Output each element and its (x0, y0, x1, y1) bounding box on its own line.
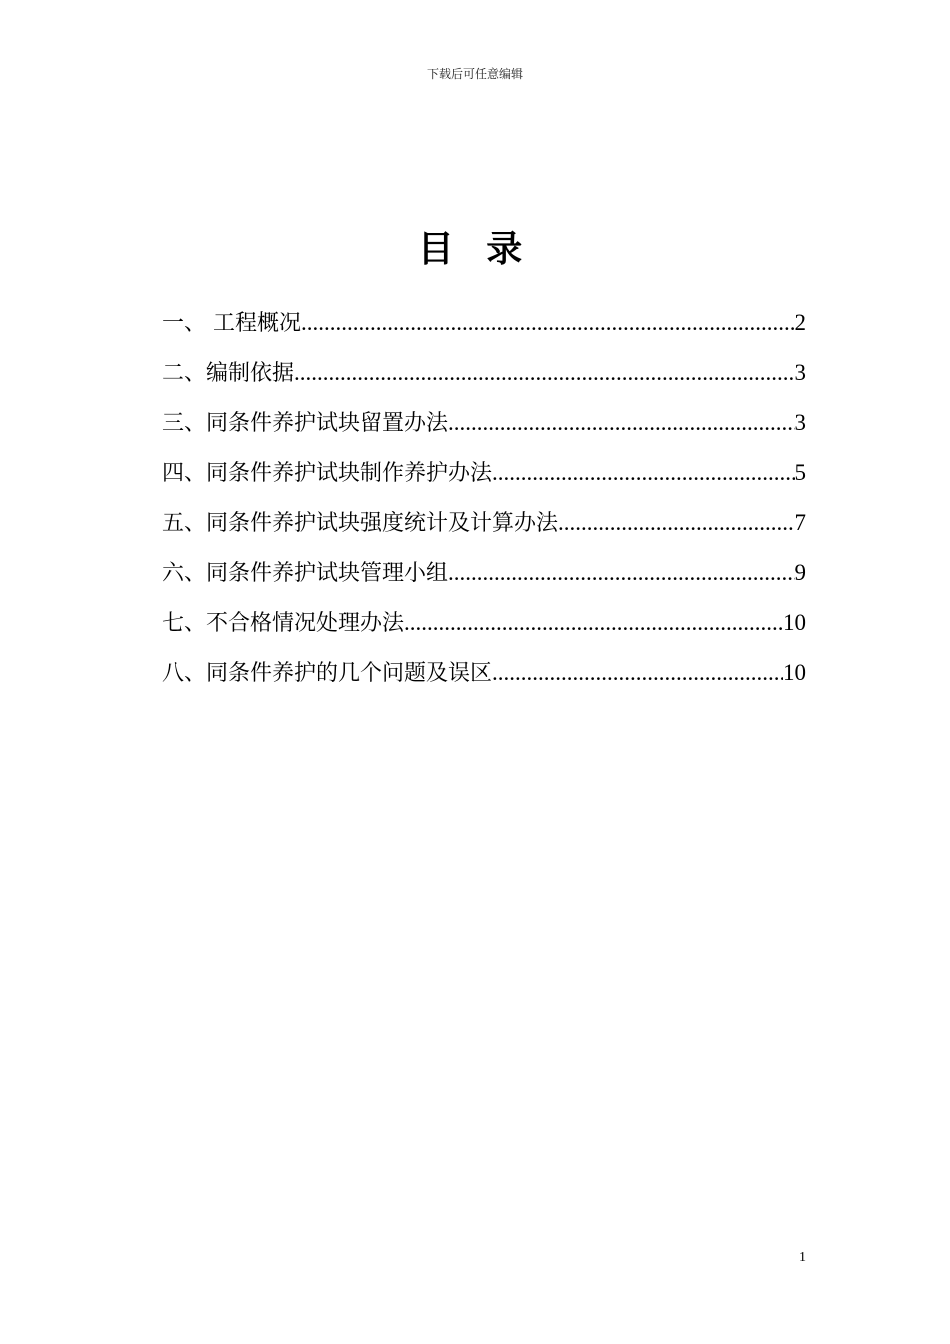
toc-entry-page: 9 (794, 560, 806, 585)
toc-entry[interactable] (162, 603, 806, 653)
toc-leader-dots (294, 353, 794, 393)
page-header: 下载后可任意编辑 (426, 67, 523, 81)
toc-entry[interactable] (162, 653, 806, 703)
toc-entry-label: 七、不合格情况处理办法 (162, 611, 405, 636)
toc-entry-page: 3 (794, 410, 806, 435)
toc-entry[interactable] (162, 553, 806, 603)
toc-entry[interactable] (162, 403, 806, 453)
toc-entry-label: 三、同条件养护试块留置办法 (162, 411, 449, 436)
toc-leader-dots (558, 503, 794, 543)
toc-list (162, 303, 806, 703)
toc-leader-dots (492, 453, 794, 493)
toc-entry-page: 5 (794, 460, 806, 485)
toc-leader-dots (404, 603, 783, 643)
toc-entry-page: 2 (794, 310, 806, 335)
toc-entry[interactable] (162, 503, 806, 553)
toc-entry-page: 10 (783, 610, 806, 635)
toc-leader-dots (301, 303, 795, 343)
toc-entry[interactable] (162, 353, 806, 403)
toc-entry[interactable] (162, 303, 806, 353)
toc-entry[interactable] (162, 453, 806, 503)
toc-entry-page: 7 (794, 510, 806, 535)
toc-entry-label: 四、同条件养护试块制作养护办法 (162, 461, 493, 486)
toc-entry-label: 一、 工程概况 (162, 311, 301, 336)
toc-leader-dots (448, 553, 794, 593)
toc-leader-dots (448, 403, 794, 443)
toc-entry-page: 10 (783, 660, 806, 685)
toc-entry-label: 五、同条件养护试块强度统计及计算办法 (162, 511, 559, 536)
toc-entry-page: 3 (794, 360, 806, 385)
toc-entry-label: 八、同条件养护的几个问题及误区 (162, 661, 493, 686)
toc-entry-label: 六、同条件养护试块管理小组 (162, 561, 449, 586)
toc-title: 目 录 (417, 229, 533, 270)
toc-entry-label: 二、编制依据 (162, 361, 295, 386)
page-number: 1 (799, 1250, 806, 1265)
toc-leader-dots (492, 653, 783, 693)
